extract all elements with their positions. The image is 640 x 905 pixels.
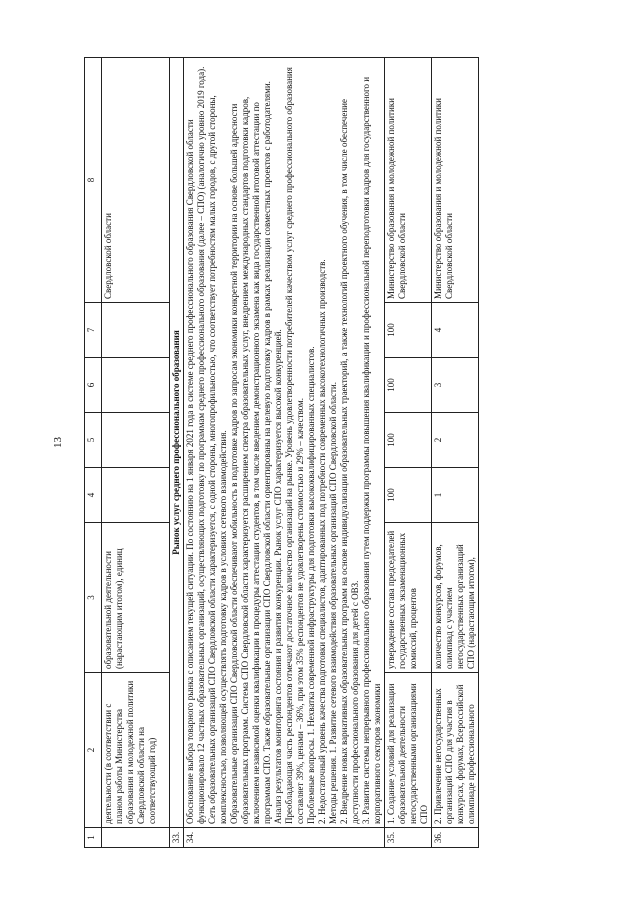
section-title: Рынок услуг среднего профессионального образования [170, 58, 184, 828]
table-row [385, 58, 432, 848]
header-row [85, 58, 102, 848]
table-row [184, 58, 385, 848]
paragraph: 3. Развитие системы непрерывного профессионального образования путем поддержки программы повышения квалификации и профессиональной переподготовки кадров для государственного и корпоративного секторов экономики [361, 76, 382, 824]
value-cell: 100 [385, 303, 432, 358]
row-number: 36. [432, 828, 479, 848]
value-cell: 4 [432, 303, 479, 358]
value-cell [102, 358, 170, 413]
indicator-cell: образовательной деятельности (нарастающим итогом), единиц [102, 523, 170, 673]
row-number: 34. [184, 828, 385, 848]
responsible-cell: Министерство образования и молодежной политики Свердловской области [385, 58, 432, 303]
paragraph: 2. Внедрение новых вариативных образовательных программ на основе индивидуализации образовательных траекторий, а также технологий проектного обучения, в том числе обеспечение доступности профессионального образования для детей с ОВЗ. [339, 99, 360, 824]
value-cell: 100 [385, 468, 432, 523]
paragraph: Преобладающая часть респондентов отмечают достаточное количество организаций на рынке. Уровень удовлетворенности потребителей качеством услуг среднего профессионального образования составляет 39%, ценами – 36%, при этом 35% респондентов не удовлетворены стоимостью и 29% – качеством. [284, 67, 305, 824]
plan-table [84, 57, 479, 848]
header-cell: 1 [85, 828, 102, 848]
value-cell: 3 [432, 358, 479, 413]
value-cell: 100 [385, 358, 432, 413]
header-cell: 2 [85, 673, 102, 828]
header-cell: 6 [85, 358, 102, 413]
indicator-cell: утверждение состава председателей государственных экзаменационных комиссий, процентов [385, 523, 432, 673]
value-cell: 1 [432, 468, 479, 523]
paragraph: Анализ результатов мониторинга состояния и развития конкуренции. Рынок услуг СПО характеризуется высокой конкуренцией. [273, 329, 283, 824]
value-cell [102, 468, 170, 523]
paragraph: Обоснование выбора товарного рынка с описанием текущей ситуации. По состоянию на 1 января 2021 года в системе среднего профессионального образования Свердловской области функционировало 12 частных образовательных организаций, осуществляющих подготовку по программам среднего профессионального образования (далее – СПО) (аналогично уровню 2019 года). Сеть образовательных организаций СПО Свердловской области характеризуется, с одной стороны, многопрофильностью, что соответствует потребностям малых городов, с другой стороны, комплексностью, позволяющей осуществлять подготовку кадров в условиях сетевого взаимодействия. [185, 66, 228, 824]
header-cell: 7 [85, 303, 102, 358]
responsible-cell: Министерство образования и молодежной политики Свердловской области [432, 58, 479, 303]
value-cell: 2 [432, 413, 479, 468]
header-cell: 5 [85, 413, 102, 468]
paragraph: Образовательные организации СПО Свердловской области обеспечивают мобильность в подготовке кадров по запросам экономики конкретной территории на основе большей адресности образовательных программ. Система СПО Свердловской области характеризуется расширением спектра образовательных услуг, внедрением международных стандартов подготовки кадров, включением независимой оценки квалификации в процедуры аттестации студентов, в том числе введением демонстрационного экзамена как вида государственной итоговой аттестации по программам СПО. Также образовательные организации СПО Свердловской области ориентированы на целевую подготовку кадров в рамках реализации совместных проектов с работодателями. [229, 81, 272, 824]
row-number [102, 828, 170, 848]
page-number: 13 [52, 437, 64, 448]
activity-cell: деятельности (в соответствии с планом работы Министерства образования и молодежной политики Свердловской области на соответствующий год) [102, 673, 170, 828]
activity-cell: 2. Привлечение негосударственных организаций СПО для участия в конкурсах, форумах, Всероссийской олимпиаде профессионального [432, 673, 479, 828]
indicator-cell: количество конкурсов, форумов, олимпиад с участием негосударственных организаций СПО (нарастающим итогом), [432, 523, 479, 673]
value-cell [102, 413, 170, 468]
table-row [102, 58, 170, 848]
paragraph: Методы решения. 1. Развитие сетевого взаимодействия образовательных организаций СПО Свердловской области. [328, 382, 338, 824]
header-cell: 4 [85, 468, 102, 523]
header-cell: 3 [85, 523, 102, 673]
activity-cell: 1. Создание условий для реализации образовательной деятельности негосударственными организациями СПО [385, 673, 432, 828]
rotated-table-container [84, 58, 609, 848]
paragraph: 2. Недостаточный уровень качества подготовки специалистов, адаптированных под потребности современных высокотехнологичных производств. [317, 259, 327, 824]
responsible-cell: Свердловской области [102, 58, 170, 303]
paragraph: Проблемные вопросы. 1. Нехватка современной инфраструктуры для подготовки высококвалифицированных специалистов. [306, 346, 316, 824]
row-number: 35. [385, 828, 432, 848]
section-row [170, 58, 184, 848]
value-cell: 100 [385, 413, 432, 468]
header-cell: 8 [85, 58, 102, 303]
table-row [432, 58, 479, 848]
row-number: 33. [170, 828, 184, 848]
description-cell [184, 58, 385, 828]
value-cell [102, 303, 170, 358]
